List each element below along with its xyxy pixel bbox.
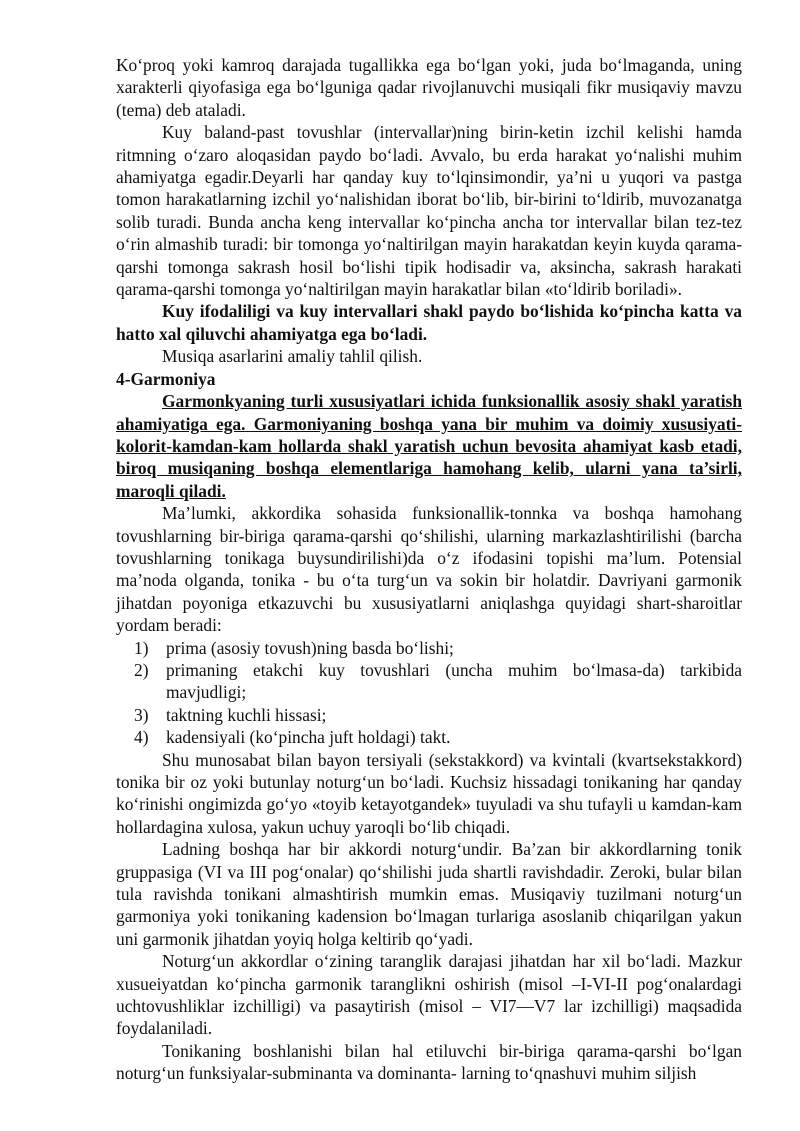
list-number: 4) <box>134 727 149 748</box>
paragraph-harmony-intro: Garmonkyaning turli xususiyatlari ichida funksionallik asosiy shakl yaratish ahamiyatiga ega. Garmoniyaning boshqa yana bir muhim va doimiy xususiyati-kolorit-kamdan-kam hollarda shakl yaratish uchun bevosita ahamiyat kasb etadi, biroq musiqaning boshqa elementlariga hamohang kelib, ularni yana ta’sirli, maroqli qiladi. <box>116 391 742 501</box>
list-item <box>116 637 742 659</box>
paragraph-tonic-start: Tonikaning boshlanishi bilan hal etiluvchi bir-biriga qarama-qarshi bo‘lgan noturg‘un funksiyalar-subminanta va dominanta- larning to‘qnashuvi muhim siljish <box>116 1040 742 1084</box>
paragraph-melody-expressiveness: Kuy ifodaliligi va kuy intervallari shakl paydo bo‘lishida ko‘pincha katta va hatto xal qiluvchi ahamiyatga ega bo‘ladi. <box>116 301 742 344</box>
list-text: taktning kuchli hissasi; <box>166 704 327 725</box>
list-number: 2) <box>134 659 149 680</box>
conditions-list <box>116 637 742 749</box>
list-number: 3) <box>134 704 149 725</box>
list-item <box>116 659 742 704</box>
paragraph-tonic-conditions: Ma’lumki, akkordika sohasida funksionallik-tonnka va boshqa hamohang tovushlarning bir-biriga qarama-qarshi qo‘shilishi, ularning markazlashtirilishi (barcha tovushlarning tonikaga buysundirilishi)da o‘z ifodasini topishi ma’lum. Potensial ma’noda olganda, tonika - bu o‘ta turg‘un va sokin bir holatdir. Davriyani garmonik jihatdan poyoniga etkazuvchi bu xususiyatlarni aniqlashga quyidagi shart-sharoitlar yordam beradi: <box>116 503 742 636</box>
list-text: kadensiyali (ko‘pincha juft holdagi) takt. <box>166 727 451 748</box>
paragraph-unstable-chords: Ladning boshqa har bir akkordi noturg‘undir. Ba’zan bir akkordlarning tonik gruppasiga (VI va III pog‘onalar) qo‘shilishi juda shartli ravishdadir. Zeroki, bular bilan tula ravishda tonikani almashtirish mumkin emas. Musiqaviy tuzilmani noturg‘un garmoniya yoki tonikaning kadension bo‘lmagan turlariga asoslanib chiqarilgan yakun uni garmonik jihatdan yoyiq holga keltirib qo‘yadi. <box>116 839 742 949</box>
paragraph-melody-movement: Kuy baland-past tovushlar (intervallar)ning birin-ketin izchil kelishi hamda ritmning o‘zaro aloqasidan paydo bo‘ladi. Avvalo, bu erda harakat yo‘nalishi muhim ahamiyatga egadir.Deyarli har qanday kuy to‘lqinsimondir, ya’ni u yuqori va pastga tomon harakatlarning izchil yo‘nalishidan iborat bo‘lib, bir-birini to‘ldirib, muvozanatga solib turadi. Bunda ancha keng intervallar ko‘pincha ancha tor intervallar bilan tez-tez o‘rin almashib turadi: bir tomonga yo‘naltirilgan mayin harakatdan keyin kuyda qarama-qarshi tomonga sakrash hosil bo‘lishi tipik hodisadir va, aksincha, sakrash harakati qarama-qarshi tomonga yo‘naltirilgan mayin harakatlar bilan «to‘ldirib boriladi». <box>116 122 742 300</box>
list-item <box>116 726 742 748</box>
list-number: 1) <box>134 637 149 658</box>
paragraph-practical-analysis: Musiqa asarlarini amaliy tahlil qilish. <box>162 346 423 367</box>
paragraph-inversions: Shu munosabat bilan bayon tersiyali (sekstakkord) va kvintali (kvartsekstakkord) tonika bir oz yoki butunlay noturg‘un bo‘ladi. Kuchsiz hissadagi tonikaning har qanday ko‘rinishi ongimizda go‘yo «toyib ketayotgandek» tuyuladi va shu tufayli u kamdan-kam hollardagina xulosa, yakun uchuy yaroqli bo‘lib chiqadi. <box>116 749 742 837</box>
list-text: primaning etakchi kuy tovushlari (uncha muhim bo‘lmasa-da) tarkibida mavjudligi; <box>166 659 742 703</box>
section-title: 4-Garmoniya <box>116 368 216 389</box>
paragraph-tension-levels: Noturg‘un akkordlar o‘zining taranglik darajasi jihatdan har xil bo‘ladi. Mazkur xusueiyatdan ko‘pincha garmonik taranglikni oshirish (misol –I-VI-II pog‘onalardagi uchtovushliklar izchilligi) va pasaytirish (misol – VI7—V7 lar izchilligi) maqsadida foydalaniladi. <box>116 951 742 1039</box>
list-item <box>116 704 742 726</box>
list-text: prima (asosiy tovush)ning basda bo‘lishi; <box>166 637 454 658</box>
paragraph-theme-definition: Ko‘proq yoki kamroq darajada tugallikka ega bo‘lgan yoki, juda bo‘lmaganda, uning xarakterli qiyofasiga ega bo‘lguniga qadar rivojlanuvchi musiqali fikr musiqaviy mavzu (tema) deb ataladi. <box>116 55 742 120</box>
document-page <box>116 54 742 1085</box>
